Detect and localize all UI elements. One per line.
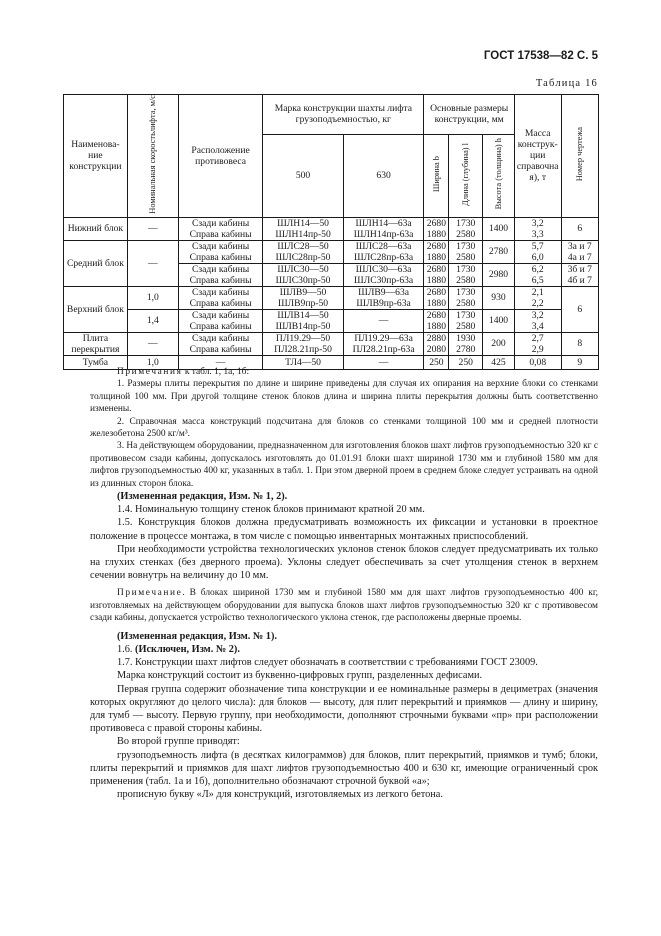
row-height: 930 (483, 286, 515, 309)
row-length: 250 (449, 355, 483, 369)
row-speed: — (127, 240, 178, 286)
specification-table (63, 94, 599, 370)
row-counterweight: Сзади кабины Справа кабины (178, 217, 262, 240)
row-length: 1730 2580 (449, 286, 483, 309)
row-name: Тумба (64, 355, 128, 369)
row-brand-500: ШЛВ14—50 ШЛВ14пр-50 (263, 309, 344, 332)
table-row (64, 217, 599, 240)
row-speed: 1,0 (127, 286, 178, 309)
row-drawing: 6 (561, 217, 598, 240)
row-counterweight: Сзади кабины Справа кабины (178, 240, 262, 263)
row-height: 2780 (483, 240, 515, 263)
clause-note: Примечание. В блоках шириной 1730 мм и глубиной 1580 мм для шахт лифтов грузоподъемностью 400 кг, изготовляемых на действующем оборудовании для выпуска блоков шахт лифтов грузоподъемностью 320 кг с противовесом сзади кабины, допускается устройство технологического уклона стенок, где расположены дверные проемы. (90, 588, 598, 624)
edition-note: (Измененная редакция, Изм. № 1). (117, 630, 277, 642)
row-drawing: 6 (561, 286, 598, 332)
row-brand-500: ПЛ19.29—50 ПЛ28.21пр-50 (263, 332, 344, 355)
row-mass: 3,2 3,3 (514, 217, 561, 240)
row-length: 1730 2580 (449, 240, 483, 263)
table-notes-title: Примечания к табл. 1, 1а, 1б: (117, 367, 250, 377)
row-counterweight: Сзади кабины Справа кабины (178, 286, 262, 309)
clause-1-7-first-group: Первая группа содержит обозначение типа конструкции и ее номинальные размеры в дециметрах (значения которых округляют до целого числа): для блоков — высоту, для плит перекрытий и приямков — длину и ширину, для тумб — высоту. Первую группу, при необходимости, дополняют строчными буквами «пр» при расположении противовеса с правой стороны кабины. (90, 683, 598, 735)
table-note-3: 3. На действующем оборудовании, предназначенном для изготовления блоков шахт лифтов грузоподъемностью 320 кг с противовесом сзади кабины, допускалось изготовлять до 01.01.91 блоки шахт шириной 1730 мм и глубиной 1580 мм для лифтов грузоподъемностью 400 кг, указанных в табл. 1. При этом дверной проем в среднем блоке следует устраивать на одной из длинных сторон блока. (90, 441, 598, 489)
row-brand-630: ШЛС30—63а ШЛС30пр-63а (343, 263, 424, 286)
row-mass: 3,2 3,4 (514, 309, 561, 332)
row-width: 2880 2080 (424, 332, 449, 355)
row-brand-630: ШЛН14—63а ШЛН14пр-63а (343, 217, 424, 240)
row-brand-630: ШЛВ9—63а ШЛВ9пр-63а (343, 286, 424, 309)
header-cap-630: 630 (343, 134, 424, 217)
row-counterweight: Сзади кабины Справа кабины (178, 332, 262, 355)
row-length: 1930 2780 (449, 332, 483, 355)
table-row (64, 286, 599, 309)
row-height: 200 (483, 332, 515, 355)
table-row (64, 332, 599, 355)
row-drawing: 9 (561, 355, 598, 369)
edition-note: (Измененная редакция, Изм. № 1, 2). (117, 491, 288, 503)
clause-1-7-capacity: грузоподъемность лифта (в десятках килограммов) для блоков, плит перекрытий, приямков и тумб; блоки, плиты перекрытий и приямков для шахт лифтов грузоподъемностью 400 и 630 кг, имеющие ограниченный срок применения (табл. 1а и 1б), дополнительно обозначают строчной буквой «а»; (90, 749, 598, 787)
row-height: 1400 (483, 217, 515, 240)
row-brand-500: ШЛС30—50 ШЛС30пр-50 (263, 263, 344, 286)
row-drawing: 8 (561, 332, 598, 355)
table-row (64, 240, 599, 263)
row-height: 1400 (483, 309, 515, 332)
row-brand-630: ПЛ19.29—63а ПЛ28.21пр-63а (343, 332, 424, 355)
row-name: Средний блок (64, 240, 128, 286)
row-speed: — (127, 332, 178, 355)
header-counterweight: Расположение противовеса (178, 95, 262, 218)
row-length: 1730 2580 (449, 309, 483, 332)
row-width: 2680 1880 (424, 286, 449, 309)
row-name: Плита перекрытия (64, 332, 128, 355)
header-width: Ширина b (424, 134, 449, 217)
row-counterweight: Сзади кабины Справа кабины (178, 263, 262, 286)
clause-1-7-letter: прописную букву «Л» для конструкций, изготовляемых из легкого бетона. (117, 789, 443, 801)
row-brand-500: ТЛ4—50 (263, 355, 344, 369)
row-brand-630: — (343, 355, 424, 369)
notes-section (90, 366, 598, 801)
row-mass: 2,7 2,9 (514, 332, 561, 355)
row-mass: 0,08 (514, 355, 561, 369)
row-speed: 1,0 (127, 355, 178, 369)
row-drawing: 3а и 7 4а и 7 (561, 240, 598, 263)
clause-1-5-slopes: При необходимости устройства технологических уклонов стенок блоков следует предусматривать их только на глухих стенках (без дверного проема). Уклоны следует обеспечивать за счет утолщения стенок в верхнем сечении вовнутрь на величину до 10 мм. (90, 543, 598, 582)
header-length: Длина (глубина) l (449, 134, 483, 217)
row-brand-500: ШЛВ9—50 ШЛВ9пр-50 (263, 286, 344, 309)
clause-1-6: 1.6. (Исключен, Изм. № 2). (117, 643, 240, 655)
row-brand-500: ШЛС28—50 ШЛС28пр-50 (263, 240, 344, 263)
row-width: 2680 1880 (424, 309, 449, 332)
row-width: 2680 1880 (424, 240, 449, 263)
header-drawing: Номер чертежа (561, 95, 598, 218)
table-note-2: 2. Справочная масса конструкций подсчитана для блоков со стенками толщиной 100 мм и средней плотности железобетона 2500 кг/м³. (90, 416, 598, 440)
row-brand-500: ШЛН14—50 ШЛН14пр-50 (263, 217, 344, 240)
header-cap-500: 500 (263, 134, 344, 217)
clause-1-7: 1.7. Конструкции шахт лифтов следует обозначать в соответствии с требованиями ГОСТ 23009. (117, 657, 538, 669)
row-name: Нижний блок (64, 217, 128, 240)
table-row (64, 309, 599, 332)
header-speed: Номинальная скоростьлифта, м/с (127, 95, 178, 218)
table-caption: Таблица 16 (535, 78, 598, 89)
header-mass: Масса конструк-ции справочна я), т (514, 95, 561, 218)
table-note-1: 1. Размеры плиты перекрытия по длине и ширине приведены для случая их опирания на верхние блоки со стенками толщиной 100 мм. При другой толщине стенок блоков длина и ширина плиты перекрытия должны быть соответственно изменены. (90, 379, 598, 415)
row-speed: 1,4 (127, 309, 178, 332)
row-width: 2680 1880 (424, 263, 449, 286)
clause-1-7-brand: Марка конструкций состоит из буквенно-цифровых групп, разделенных дефисами. (117, 670, 483, 682)
row-height: 2980 (483, 263, 515, 286)
page-header: ГОСТ 17538—82 С. 5 (483, 50, 598, 62)
row-mass: 5,7 6,0 (514, 240, 561, 263)
row-height: 425 (483, 355, 515, 369)
row-drawing: 3б и 7 4б и 7 (561, 263, 598, 286)
header-height: Высота (толщина) h (483, 134, 515, 217)
row-name: Верхний блок (64, 286, 128, 332)
header-brand-group: Марка конструкции шахты лифта грузоподъемностью, кг (263, 95, 424, 135)
clause-1-7-second-group: Во второй группе приводят: (117, 736, 240, 748)
clause-1-5: 1.5. Конструкция блоков должна предусматривать возможность их фиксации и установки в проектное положение в процессе монтажа, в том числе с помощью инвентарных монтажных приспособлений. (90, 517, 598, 542)
row-brand-630: ШЛС28—63а ШЛС28пр-63а (343, 240, 424, 263)
row-mass: 2,1 2,2 (514, 286, 561, 309)
row-length: 1730 2580 (449, 263, 483, 286)
clause-1-4: 1.4. Номинальную толщину стенок блоков принимают кратной 20 мм. (117, 504, 425, 516)
row-speed: — (127, 217, 178, 240)
row-counterweight: Сзади кабины Справа кабины (178, 309, 262, 332)
header-dims-group: Основные размеры конструкции, мм (424, 95, 514, 135)
row-counterweight: — (178, 355, 262, 369)
row-width: 250 (424, 355, 449, 369)
row-width: 2680 1880 (424, 217, 449, 240)
header-name: Наименова-ние конструкции (64, 95, 128, 218)
row-brand-630: — (343, 309, 424, 332)
row-length: 1730 2580 (449, 217, 483, 240)
row-mass: 6,2 6,5 (514, 263, 561, 286)
